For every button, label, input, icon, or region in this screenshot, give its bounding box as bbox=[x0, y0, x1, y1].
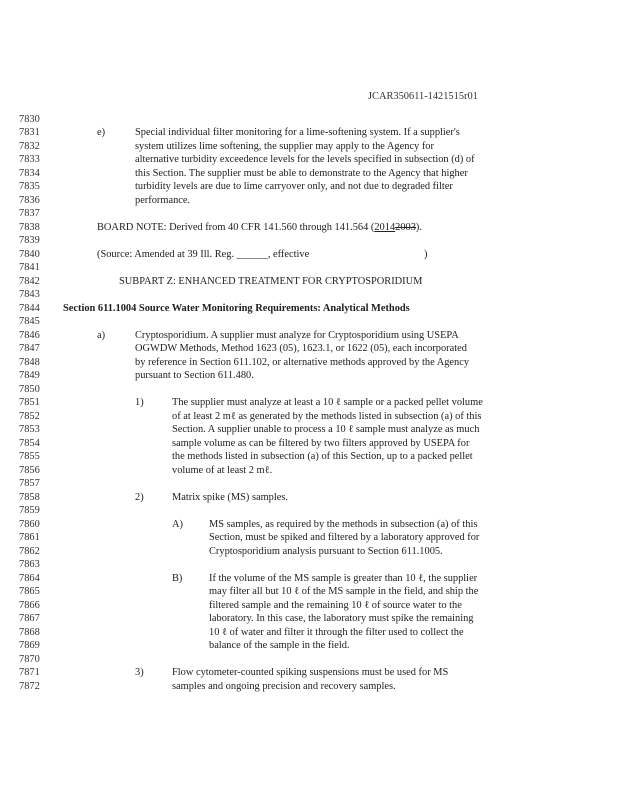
item-b-line: balance of the sample in the field. bbox=[209, 640, 350, 651]
item-1-line: the methods listed in subsection (a) of this Section, up to a packed pellet bbox=[172, 451, 473, 462]
line-number: 7861 bbox=[19, 532, 40, 543]
line-number: 7867 bbox=[19, 613, 40, 624]
line-number: 7845 bbox=[19, 316, 40, 327]
line-number: 7856 bbox=[19, 465, 40, 476]
line-number: 7847 bbox=[19, 343, 40, 354]
line-number: 7864 bbox=[19, 573, 40, 584]
item-b-line: may filter all but 10 ℓ of the MS sample in the field, and ship the bbox=[209, 586, 479, 597]
para-e-line: system utilizes lime softening, the supplier may apply to the Agency for bbox=[135, 141, 434, 152]
para-e-line: this Section. The supplier must be able to demonstrate to the Agency that higher bbox=[135, 168, 468, 179]
line-number: 7836 bbox=[19, 195, 40, 206]
section-heading: Section 611.1004 Source Water Monitoring Requirements: Analytical Methods bbox=[63, 303, 410, 314]
para-a-line: Cryptosporidium. A supplier must analyze for Cryptosporidium using USEPA bbox=[135, 330, 459, 341]
para-e-line: performance. bbox=[135, 195, 191, 206]
board-note-year-old: 2003 bbox=[395, 222, 416, 233]
para-a-line: by reference in Section 611.102, or alternative methods approved by the Agency bbox=[135, 357, 470, 368]
item-a-label: A) bbox=[172, 519, 183, 530]
line-number: 7833 bbox=[19, 154, 40, 165]
line-number: 7865 bbox=[19, 586, 40, 597]
item-1-line: Section. A supplier unable to process a 10 ℓ sample must analyze as much bbox=[172, 424, 480, 435]
line-number: 7830 bbox=[19, 114, 40, 125]
item-3-label: 3) bbox=[135, 667, 144, 678]
item-2-label: 2) bbox=[135, 492, 144, 503]
line-number: 7855 bbox=[19, 451, 40, 462]
item-1-line: sample volume as can be filtered by two filters approved by USEPA for bbox=[172, 438, 470, 449]
para-e-label: e) bbox=[97, 127, 106, 138]
line-number: 7831 bbox=[19, 127, 40, 138]
line-number: 7850 bbox=[19, 384, 40, 395]
item-b-line: If the volume of the MS sample is greater than 10 ℓ, the supplier bbox=[209, 573, 478, 584]
line-number: 7871 bbox=[19, 667, 40, 678]
line-number: 7832 bbox=[19, 141, 40, 152]
line-number: 7834 bbox=[19, 168, 40, 179]
para-a-line: OGWDW Methods, Method 1623 (05), 1623.1, or 1622 (05), each incorporated bbox=[135, 343, 467, 354]
item-b-line: 10 ℓ of water and filter it through the filter used to collect the bbox=[209, 627, 464, 638]
para-e-line: turbidity levels are due to lime carryover only, and not due to degraded filter bbox=[135, 181, 453, 192]
line-number: 7840 bbox=[19, 249, 40, 260]
line-number: 7851 bbox=[19, 397, 40, 408]
line-number: 7872 bbox=[19, 681, 40, 692]
line-number: 7846 bbox=[19, 330, 40, 341]
item-2-line: Matrix spike (MS) samples. bbox=[172, 492, 289, 503]
line-number: 7857 bbox=[19, 478, 40, 489]
line-number: 7849 bbox=[19, 370, 40, 381]
board-note-suffix: ). bbox=[415, 222, 422, 233]
line-number: 7853 bbox=[19, 424, 40, 435]
line-number: 7843 bbox=[19, 289, 40, 300]
document-id-header: JCAR350611-1421515r01 bbox=[368, 91, 478, 102]
line-number: 7841 bbox=[19, 262, 40, 273]
para-e-line: Special individual filter monitoring for a lime-softening system. If a supplier's bbox=[135, 127, 460, 138]
line-number: 7838 bbox=[19, 222, 40, 233]
line-number: 7860 bbox=[19, 519, 40, 530]
line-number: 7854 bbox=[19, 438, 40, 449]
board-note bbox=[97, 222, 422, 235]
line-number: 7863 bbox=[19, 559, 40, 570]
line-number: 7848 bbox=[19, 357, 40, 368]
board-note-year-new: 2014 bbox=[374, 222, 396, 233]
line-number: 7835 bbox=[19, 181, 40, 192]
line-number: 7862 bbox=[19, 546, 40, 557]
item-a-line: Cryptosporidium analysis pursuant to Section 611.1005. bbox=[209, 546, 443, 557]
line-number: 7844 bbox=[19, 303, 40, 314]
line-number: 7868 bbox=[19, 627, 40, 638]
line-number: 7839 bbox=[19, 235, 40, 246]
line-number: 7837 bbox=[19, 208, 40, 219]
source-note-close: ) bbox=[424, 249, 428, 260]
item-a-line: Section, must be spiked and filtered by a laboratory approved for bbox=[209, 532, 480, 543]
para-a-label: a) bbox=[97, 330, 106, 341]
item-1-label: 1) bbox=[135, 397, 144, 408]
item-1-line: volume of at least 2 mℓ. bbox=[172, 465, 273, 476]
line-number: 7866 bbox=[19, 600, 40, 611]
item-a-line: MS samples, as required by the methods in subsection (a) of this bbox=[209, 519, 478, 530]
line-number: 7842 bbox=[19, 276, 40, 287]
item-3-line: Flow cytometer-counted spiking suspensions must be used for MS bbox=[172, 667, 449, 678]
item-b-line: laboratory. In this case, the laboratory must spike the remaining bbox=[209, 613, 474, 624]
board-note-prefix: BOARD NOTE: Derived from 40 CFR 141.560 through 141.564 ( bbox=[97, 222, 375, 233]
item-b-line: filtered sample and the remaining 10 ℓ of source water to the bbox=[209, 600, 462, 611]
para-e-line: alternative turbidity exceedence levels for the levels specified in subsection (d) of bbox=[135, 154, 475, 165]
item-1-line: of at least 2 mℓ as generated by the methods listed in subsection (a) of this bbox=[172, 411, 482, 422]
subpart-title: SUBPART Z: ENHANCED TREATMENT FOR CRYPTOSPORIDIUM bbox=[119, 276, 423, 287]
line-number: 7869 bbox=[19, 640, 40, 651]
line-number: 7859 bbox=[19, 505, 40, 516]
item-1-line: The supplier must analyze at least a 10 ℓ sample or a packed pellet volume bbox=[172, 397, 483, 408]
item-b-label: B) bbox=[172, 573, 183, 584]
item-3-line: samples and ongoing precision and recovery samples. bbox=[172, 681, 396, 692]
line-number: 7852 bbox=[19, 411, 40, 422]
source-note: (Source: Amended at 39 Ill. Reg. ______, effective bbox=[97, 249, 310, 260]
para-a-line: pursuant to Section 611.480. bbox=[135, 370, 254, 381]
line-number: 7858 bbox=[19, 492, 40, 503]
line-number: 7870 bbox=[19, 654, 40, 665]
